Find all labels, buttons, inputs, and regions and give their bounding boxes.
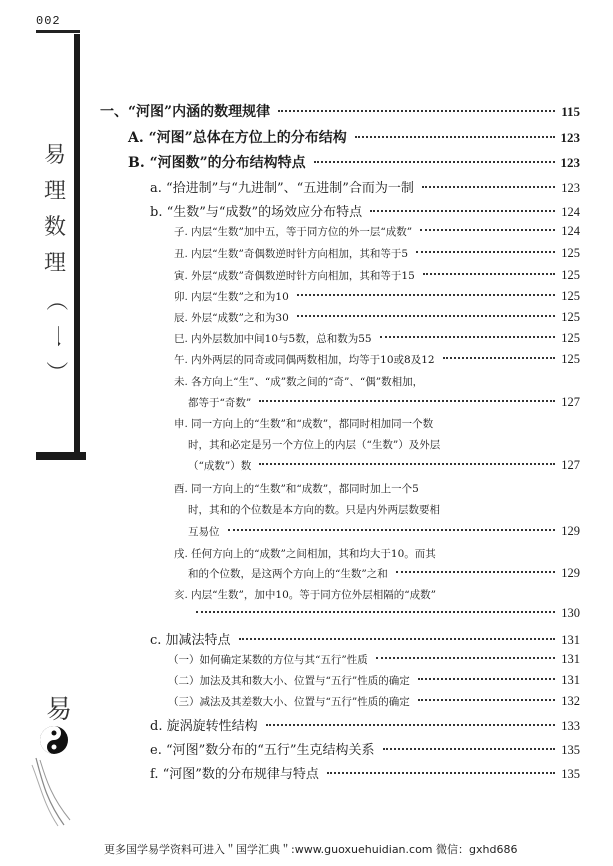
toc-subitem[interactable]: 互易位 129 — [188, 524, 580, 538]
toc-item-d[interactable]: d. 旋涡旋转性结构 133 — [150, 719, 580, 734]
toc-subitem[interactable]: 辰. 外层“成数”之和为30 125 — [174, 310, 580, 324]
toc-subitem[interactable]: 午. 内外两层的同奇或同偶两数相加，均等于10或8及12 125 — [174, 352, 580, 366]
vtitle-char: 理 — [43, 251, 66, 276]
toc-section-B[interactable]: B. “河图数”的分布结构特点 123 — [128, 155, 580, 171]
page-number: 002 — [36, 14, 61, 28]
toc-subitem[interactable]: （“成数”）数 127 — [188, 458, 580, 472]
logo-char: 易 — [46, 695, 73, 725]
toc-subitem[interactable]: （一）如何确定某数的方位与其“五行”性质 131 — [168, 652, 580, 666]
toc-subitem[interactable]: （二）加法及其和数大小、位置与“五行”性质的确定 131 — [168, 673, 580, 687]
toc-item-b[interactable]: b. “生数”与“成数”的场效应分布特点 124 — [150, 205, 580, 220]
toc-subitem[interactable]: 子. 内层“生数”加中五，等于同方位的外一层“成数” 124 — [174, 224, 580, 238]
toc-subitem[interactable]: 130 — [188, 606, 580, 621]
toc-subitem-line: 酉. 同一方向上的“生数”和“成数”，都同时加上一个5 — [174, 483, 419, 495]
toc-section-A[interactable]: A. “河图”总体在方位上的分布结构 123 — [128, 130, 580, 146]
toc-subitem[interactable]: （三）减法及其差数大小、位置与“五行”性质的确定 132 — [168, 694, 580, 708]
vtitle-char: 数 — [43, 215, 66, 240]
toc-item-f[interactable]: f. “河图”数的分布规律与特点 135 — [150, 767, 580, 782]
toc-subitem-line: 亥. 内层“生数”，加中10。等于同方位外层相隔的“成数” — [174, 589, 437, 601]
footer-note: 更多国学易学资料可进入＂国学汇典＂:www.guoxuehuidian.com 微信：gxhd686 — [104, 843, 518, 856]
vtitle-char: （ — [43, 288, 68, 311]
toc-subitem[interactable]: 巳. 内外层数加中间10与5数，总和数为55 125 — [174, 331, 580, 345]
toc-subitem[interactable]: 和的个位数，是这两个方向上的“生数”之和 129 — [188, 566, 580, 580]
toc-item-c[interactable]: c. 加减法特点 131 — [150, 633, 580, 648]
toc-subitem-line: 戌. 任何方向上的“成数”之间相加，其和均大于10。而其 — [174, 548, 436, 560]
toc-subitem[interactable]: 卯. 内层“生数”之和为10 125 — [174, 289, 580, 303]
toc-subitem[interactable]: 丑. 内层“生数”奇偶数逆时针方向相加，其和等于5 125 — [174, 246, 580, 260]
toc-item-e[interactable]: e. “河图”数分布的“五行”生克结构关系 135 — [150, 743, 580, 758]
toc-subitem[interactable]: 都等于“奇数” 127 — [188, 395, 580, 409]
toc-subitem-line: 申. 同一方向上的“生数”和“成数”，都同时相加同一个数 — [174, 418, 434, 430]
vtitle-char: ） — [43, 360, 68, 383]
toc-heading[interactable]: 一、“河图”内涵的数理规律 115 — [100, 104, 580, 120]
vtitle-char: 理 — [43, 179, 66, 204]
vtitle-char: 易 — [43, 143, 66, 168]
toc-subitem-line: 未. 各方向上“生”、“成”数之间的“奇”、“偶”数相加， — [174, 376, 424, 388]
vtitle-char: 一 — [43, 324, 68, 347]
toc-subitem-line: 时，其和的个位数是本方向的数。只是内外两层数要相 — [188, 504, 440, 516]
toc-item-a[interactable]: a. “拾进制”与“九进制”、“五进制”合而为一制 123 — [150, 181, 580, 196]
toc-subitem-line: 时，其和必定是另一个方位上的内层（“生数”）及外层 — [188, 439, 441, 451]
toc-subitem[interactable]: 寅. 外层“成数”奇偶数逆时针方向相加，其和等于15 125 — [174, 268, 580, 282]
